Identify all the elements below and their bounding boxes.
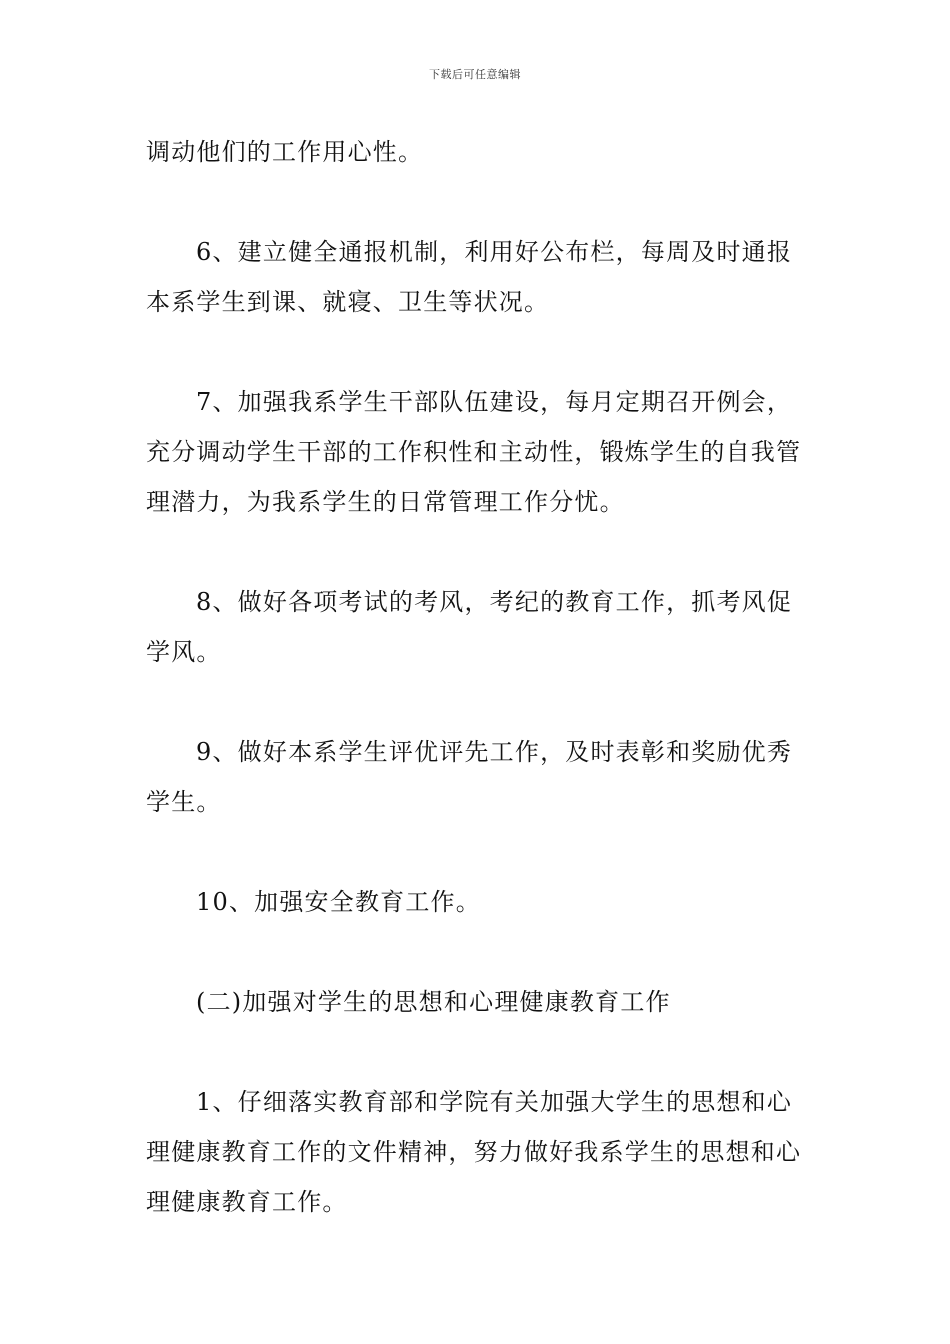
- paragraph-item-7: 7、加强我系学生干部队伍建设，每月定期召开例会，充分调动学生干部的工作积性和主动性，锻炼学生的自我管理潜力，为我系学生的日常管理工作分忧。: [146, 388, 802, 516]
- paragraph-continuation: 调动他们的工作用心性。: [146, 138, 424, 166]
- paragraph-item-1: 1、仔细落实教育部和学院有关加强大学生的思想和心理健康教育工作的文件精神，努力做好我系学生的思想和心理健康教育工作。: [146, 1088, 802, 1216]
- section-heading-2: (二)加强对学生的思想和心理健康教育工作: [196, 988, 671, 1016]
- paragraph-item-6: 6、建立健全通报机制，利用好公布栏，每周及时通报本系学生到课、就寝、卫生等状况。: [146, 238, 793, 316]
- document-body: [146, 127, 811, 1227]
- page-header-note: 下载后可任意编辑: [429, 68, 521, 81]
- paragraph-item-9: 9、做好本系学生评优评先工作，及时表彰和奖励优秀学生。: [146, 738, 793, 816]
- paragraph-item-10: 10、加强安全教育工作。: [196, 888, 481, 916]
- paragraph-item-8: 8、做好各项考试的考风，考纪的教育工作，抓考风促学风。: [146, 588, 793, 666]
